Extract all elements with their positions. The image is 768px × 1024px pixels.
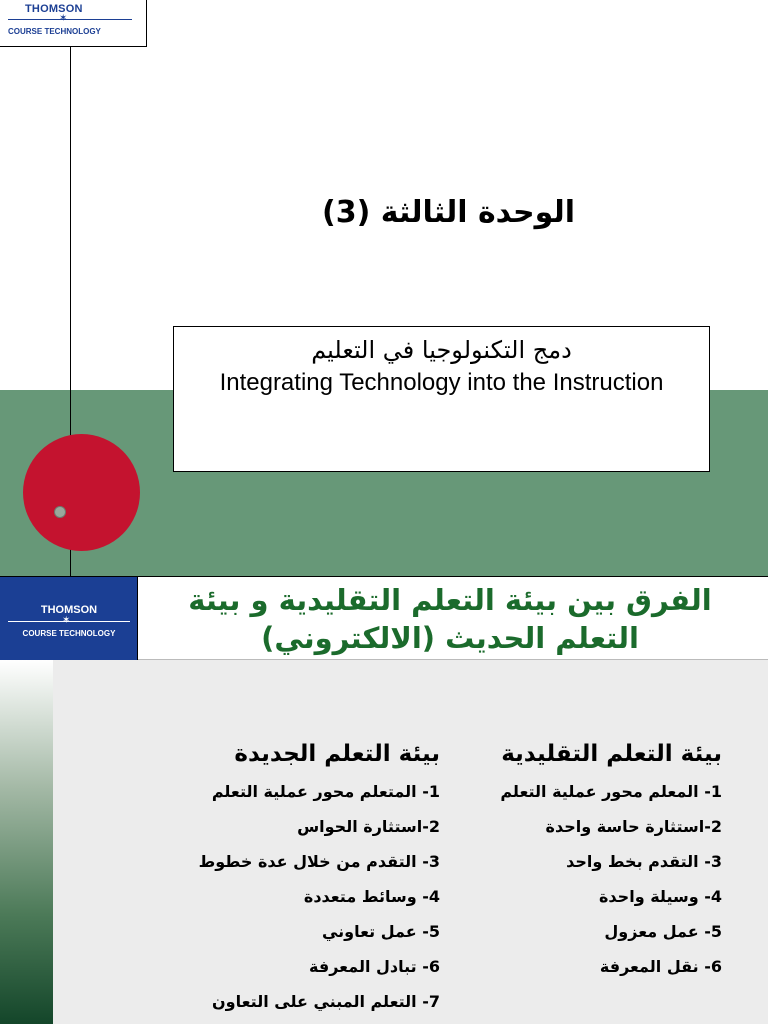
- new-environment-list: [140, 780, 440, 1014]
- list-item: 6- تبادل المعرفة: [309, 957, 440, 976]
- star-icon: ✶: [62, 615, 71, 626]
- list-item: 1- المعلم محور عملية التعلم: [500, 782, 722, 801]
- star-icon: ✶: [59, 13, 68, 24]
- thomson-logo: [0, 0, 147, 47]
- new-environment-heading: بيئة التعلم الجديدة: [234, 741, 440, 767]
- subtitle-box: [173, 326, 710, 472]
- grey-dot: [54, 506, 66, 518]
- traditional-environment-list: [470, 780, 722, 979]
- slide-2-title: الفرق بين بيئة التعلم التقليدية و بيئة التعلم الحديث (الالكتروني): [188, 583, 712, 655]
- subtitle-arabic: دمج التكنولوجيا في التعليم: [311, 336, 572, 364]
- list-item: 7- التعلم المبني على التعاون: [212, 992, 440, 1011]
- logo-brand: THOMSON: [25, 3, 83, 15]
- logo-rule: [8, 19, 132, 20]
- slide-2-header: [0, 576, 768, 660]
- subtitle-english: Integrating Technology into the Instruction: [219, 369, 664, 396]
- thomson-logo: [0, 577, 138, 660]
- new-environment-column: [140, 738, 440, 1024]
- list-item: 5- عمل معزول: [604, 922, 722, 941]
- logo-brand: THOMSON: [40, 604, 98, 616]
- list-item: 4- وسائط متعددة: [303, 887, 440, 906]
- list-item: 5- عمل تعاوني: [321, 922, 440, 941]
- logo-subtitle: COURSE TECHNOLOGY: [8, 27, 101, 36]
- list-item: 6- نقل المعرفة: [599, 957, 722, 976]
- traditional-environment-heading: بيئة التعلم التقليدية: [501, 741, 722, 767]
- unit-title: الوحدة الثالثة (3): [322, 195, 575, 230]
- list-item: 3- التقدم بخط واحد: [566, 852, 722, 871]
- gradient-side-bar: [0, 660, 53, 1024]
- list-item: 2-استثارة الحواس: [297, 817, 440, 836]
- traditional-environment-column: [470, 738, 722, 990]
- red-circle: [23, 434, 140, 551]
- list-item: 3- التقدم من خلال عدة خطوط: [198, 852, 440, 871]
- list-item: 2-استثارة حاسة واحدة: [545, 817, 722, 836]
- logo-subtitle: COURSE TECHNOLOGY: [22, 629, 116, 638]
- slide-2: [0, 576, 768, 1024]
- list-item: 1- المتعلم محور عملية التعلم: [211, 782, 440, 801]
- list-item: 4- وسيلة واحدة: [598, 887, 722, 906]
